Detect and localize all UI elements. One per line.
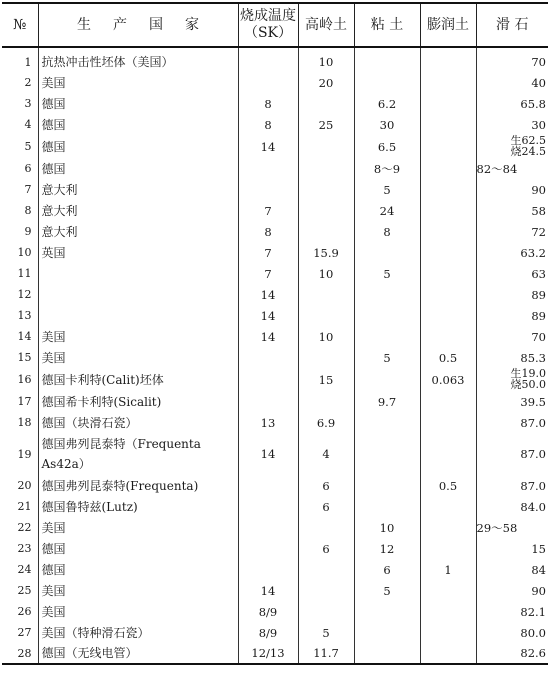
cell-talc: 87.0: [520, 415, 546, 430]
header-clay: 粘 土: [354, 3, 420, 47]
cell-kaolin: 10: [298, 263, 354, 284]
cell-country: 德国（无线电管）: [38, 643, 238, 664]
cell-country: 德国: [38, 93, 238, 114]
cell-talc: 89: [531, 287, 546, 302]
table-row: [2, 496, 548, 517]
cell-talc: [476, 368, 548, 391]
cell-no: 2: [2, 72, 38, 93]
cell-no: 19: [2, 433, 38, 475]
table-row: [2, 179, 548, 200]
cell-kaolin: [298, 284, 354, 305]
cell-country: 德国鲁特兹(Lutz): [38, 496, 238, 517]
cell-kaolin: [298, 517, 354, 538]
cell-country: 德国（块滑石瓷）: [38, 412, 238, 433]
cell-no: 24: [2, 559, 38, 580]
cell-firing-temp: 7: [238, 200, 298, 221]
cell-country: [38, 263, 238, 284]
cell-bentonite: [420, 221, 476, 242]
cell-country: 德国: [38, 538, 238, 559]
cell-bentonite: [420, 326, 476, 347]
cell-country: 美国（特种滑石瓷）: [38, 622, 238, 643]
cell-talc: 63: [531, 266, 546, 281]
cell-firing-temp: 7: [238, 242, 298, 263]
cell-bentonite: [420, 517, 476, 538]
cell-no: 3: [2, 93, 38, 114]
table-row: [2, 221, 548, 242]
cell-clay: [354, 47, 420, 72]
cell-talc: 30: [531, 117, 546, 132]
cell-bentonite: [420, 305, 476, 326]
cell-clay: [354, 72, 420, 93]
cell-no: 6: [2, 158, 38, 179]
cell-bentonite: [420, 601, 476, 622]
cell-firing-temp: [238, 475, 298, 496]
cell-firing-temp: 14: [238, 305, 298, 326]
cell-no: 17: [2, 391, 38, 412]
cell-bentonite: [420, 158, 476, 179]
cell-firing-temp: 8/9: [238, 622, 298, 643]
cell-talc: 87.0: [520, 478, 546, 493]
cell-country: 美国: [38, 326, 238, 347]
cell-bentonite: [420, 496, 476, 517]
cell-firing-temp: 14: [238, 284, 298, 305]
cell-firing-temp: 13: [238, 412, 298, 433]
cell-country: 德国: [38, 114, 238, 135]
talc-green-fired-values: [511, 368, 547, 390]
cell-no: 8: [2, 200, 38, 221]
cell-talc: 82.6: [476, 643, 548, 664]
cell-bentonite: [420, 200, 476, 221]
cell-country: 德国弗列昆泰特(Frequenta): [38, 475, 238, 496]
cell-country: 美国: [38, 517, 238, 538]
table-row: [2, 114, 548, 135]
header-firing-temp: 烧成温度（SK）: [238, 3, 298, 47]
cell-kaolin: [298, 221, 354, 242]
header-row: [2, 3, 548, 47]
cell-clay: 6.2: [354, 93, 420, 114]
cell-country: 美国: [38, 580, 238, 601]
cell-bentonite: 0.063: [420, 368, 476, 391]
table-row: [2, 433, 548, 475]
table-row: [2, 559, 548, 580]
cell-no: 4: [2, 114, 38, 135]
table-row: [2, 158, 548, 179]
cell-talc: 70: [531, 329, 546, 344]
table-body: [2, 47, 548, 664]
cell-no: 13: [2, 305, 38, 326]
cell-talc: 63.2: [520, 245, 546, 260]
table-row: [2, 305, 548, 326]
cell-clay: 10: [354, 517, 420, 538]
cell-kaolin: [298, 347, 354, 368]
cell-firing-temp: 7: [238, 263, 298, 284]
header-country: 生产国家: [38, 3, 238, 47]
cell-clay: 9.7: [354, 391, 420, 412]
cell-kaolin: 5: [298, 622, 354, 643]
cell-talc: 58: [531, 203, 546, 218]
cell-bentonite: [420, 412, 476, 433]
cell-firing-temp: [238, 391, 298, 412]
cell-clay: 24: [354, 200, 420, 221]
cell-clay: [354, 475, 420, 496]
cell-country: 美国: [38, 72, 238, 93]
talc-line: 烧50.0: [510, 378, 546, 391]
cell-clay: 8～9: [354, 158, 420, 179]
table-row: [2, 93, 548, 114]
cell-kaolin: 4: [298, 433, 354, 475]
cell-no: 18: [2, 412, 38, 433]
cell-no: 1: [2, 47, 38, 72]
cell-kaolin: 15: [298, 368, 354, 391]
table-row: [2, 412, 548, 433]
cell-kaolin: 25: [298, 114, 354, 135]
table-row: [2, 326, 548, 347]
cell-talc: 89: [531, 308, 546, 323]
cell-firing-temp: [238, 347, 298, 368]
table-row: [2, 200, 548, 221]
cell-talc: 29～58: [476, 520, 518, 535]
header-kaolin: 高岭土: [298, 3, 354, 47]
cell-bentonite: [420, 242, 476, 263]
cell-clay: [354, 368, 420, 391]
cell-talc: 72: [531, 224, 546, 239]
cell-clay: 5: [354, 580, 420, 601]
cell-clay: 12: [354, 538, 420, 559]
cell-kaolin: [298, 580, 354, 601]
cell-kaolin: [298, 200, 354, 221]
cell-no: 21: [2, 496, 38, 517]
cell-firing-temp: 14: [238, 326, 298, 347]
header-talc: 滑 石: [476, 3, 548, 47]
cell-country: 意大利: [38, 221, 238, 242]
talc-line: 生62.5: [510, 134, 546, 147]
cell-kaolin: [298, 158, 354, 179]
cell-clay: [354, 326, 420, 347]
cell-talc: 84.0: [520, 499, 546, 514]
cell-country: [38, 305, 238, 326]
table-row: [2, 580, 548, 601]
table-row: [2, 622, 548, 643]
cell-country: 德国希卡利特(Sicalit): [38, 391, 238, 412]
cell-bentonite: [420, 93, 476, 114]
cell-bentonite: [420, 135, 476, 158]
cell-clay: 8: [354, 221, 420, 242]
cell-kaolin: 6.9: [298, 412, 354, 433]
cell-clay: 30: [354, 114, 420, 135]
cell-clay: 5: [354, 263, 420, 284]
cell-country: 德国卡利特(Calit)坯体: [38, 368, 238, 391]
cell-bentonite: [420, 72, 476, 93]
cell-firing-temp: [238, 538, 298, 559]
cell-kaolin: 6: [298, 496, 354, 517]
talc-line: 烧24.5: [510, 145, 546, 158]
cell-talc: 15: [531, 541, 546, 556]
table-row: [2, 72, 548, 93]
cell-kaolin: [298, 601, 354, 622]
cell-country: 美国: [38, 347, 238, 368]
cell-country: 德国: [38, 559, 238, 580]
cell-kaolin: [298, 559, 354, 580]
cell-bentonite: [420, 391, 476, 412]
cell-kaolin: [298, 135, 354, 158]
cell-bentonite: [420, 179, 476, 200]
cell-no: 22: [2, 517, 38, 538]
cell-kaolin: [298, 93, 354, 114]
cell-bentonite: 0.5: [420, 475, 476, 496]
talc-line: 生19.0: [510, 367, 546, 380]
cell-firing-temp: 8/9: [238, 601, 298, 622]
table-row: [2, 475, 548, 496]
cell-kaolin: 10: [298, 326, 354, 347]
table-row: [2, 47, 548, 72]
cell-firing-temp: [238, 559, 298, 580]
cell-no: 15: [2, 347, 38, 368]
cell-firing-temp: 14: [238, 433, 298, 475]
cell-talc: 85.3: [520, 350, 546, 365]
cell-talc: 39.5: [520, 394, 546, 409]
cell-talc: 40: [531, 75, 546, 90]
cell-kaolin: [298, 179, 354, 200]
cell-kaolin: [298, 305, 354, 326]
cell-no: 10: [2, 242, 38, 263]
cell-no: 23: [2, 538, 38, 559]
cell-no: 11: [2, 263, 38, 284]
table-row: [2, 538, 548, 559]
cell-country: 意大利: [38, 179, 238, 200]
cell-clay: [354, 433, 420, 475]
cell-firing-temp: 12/13: [238, 643, 298, 664]
cell-talc: 82～84: [476, 161, 518, 176]
cell-talc: 82.1: [520, 604, 546, 619]
table-row: [2, 347, 548, 368]
cell-firing-temp: 8: [238, 221, 298, 242]
cell-clay: [354, 601, 420, 622]
cell-no: 9: [2, 221, 38, 242]
cell-no: 25: [2, 580, 38, 601]
cell-no: 7: [2, 179, 38, 200]
cell-bentonite: [420, 538, 476, 559]
cell-clay: [354, 242, 420, 263]
cell-clay: [354, 412, 420, 433]
header-no: №: [2, 3, 38, 47]
cell-bentonite: [420, 114, 476, 135]
cell-clay: 5: [354, 179, 420, 200]
cell-no: 27: [2, 622, 38, 643]
cell-kaolin: 6: [298, 475, 354, 496]
cell-firing-temp: [238, 517, 298, 538]
cell-no: 26: [2, 601, 38, 622]
cell-clay: [354, 284, 420, 305]
cell-bentonite: [420, 284, 476, 305]
talc-green-fired-values: [511, 135, 547, 157]
cell-bentonite: 1: [420, 559, 476, 580]
cell-talc: 90: [531, 583, 546, 598]
cell-firing-temp: 8: [238, 114, 298, 135]
cell-talc: 87.0: [520, 447, 546, 461]
cell-bentonite: 0.5: [420, 347, 476, 368]
cell-bentonite: [420, 433, 476, 475]
cell-firing-temp: 8: [238, 93, 298, 114]
cell-firing-temp: [238, 72, 298, 93]
cell-talc: 65.8: [520, 96, 546, 111]
cell-firing-temp: 14: [238, 580, 298, 601]
table-row: [2, 263, 548, 284]
cell-country: [38, 284, 238, 305]
cell-firing-temp: [238, 47, 298, 72]
cell-bentonite: [420, 643, 476, 664]
cell-no: 28: [2, 643, 38, 664]
cell-bentonite: [420, 622, 476, 643]
cell-no: 12: [2, 284, 38, 305]
cell-clay: [354, 496, 420, 517]
cell-kaolin: 15.9: [298, 242, 354, 263]
cell-firing-temp: 14: [238, 135, 298, 158]
cell-firing-temp: [238, 496, 298, 517]
table-row: [2, 284, 548, 305]
cell-kaolin: 6: [298, 538, 354, 559]
cell-country: 德国: [38, 135, 238, 158]
cell-firing-temp: [238, 179, 298, 200]
header-bentonite: 膨润土: [420, 3, 476, 47]
cell-country: 意大利: [38, 200, 238, 221]
cell-talc: 84: [531, 562, 546, 577]
cell-bentonite: [420, 263, 476, 284]
cell-talc: 90: [531, 182, 546, 197]
cell-firing-temp: [238, 158, 298, 179]
cell-kaolin: 11.7: [298, 643, 354, 664]
cell-talc: 70: [531, 55, 546, 69]
cell-country: 美国: [38, 601, 238, 622]
cell-clay: [354, 622, 420, 643]
cell-talc: 80.0: [520, 625, 546, 640]
table-row: [2, 242, 548, 263]
cell-bentonite: [420, 580, 476, 601]
cell-firing-temp: [238, 368, 298, 391]
cell-no: 5: [2, 135, 38, 158]
cell-no: 20: [2, 475, 38, 496]
cell-kaolin: [298, 391, 354, 412]
table-row: [2, 643, 548, 664]
cell-clay: [354, 305, 420, 326]
cell-clay: 5: [354, 347, 420, 368]
cell-country: 德国: [38, 158, 238, 179]
cell-clay: 6: [354, 559, 420, 580]
table-row: [2, 391, 548, 412]
cell-kaolin: 20: [298, 72, 354, 93]
cell-no: 14: [2, 326, 38, 347]
table-row: [2, 517, 548, 538]
cell-clay: 6.5: [354, 135, 420, 158]
cell-bentonite: [420, 47, 476, 72]
cell-clay: [354, 643, 420, 664]
table-row: [2, 601, 548, 622]
cell-country: 抗热冲击性坯体（美国）: [38, 47, 238, 72]
cell-country: 德国弗列昆泰特（Frequenta As42a）: [38, 433, 238, 475]
cell-kaolin: 10: [298, 47, 354, 72]
composition-table: [2, 2, 548, 665]
table-row: [2, 368, 548, 391]
cell-talc: [476, 135, 548, 158]
table-row: [2, 135, 548, 158]
cell-country: 英国: [38, 242, 238, 263]
cell-no: 16: [2, 368, 38, 391]
